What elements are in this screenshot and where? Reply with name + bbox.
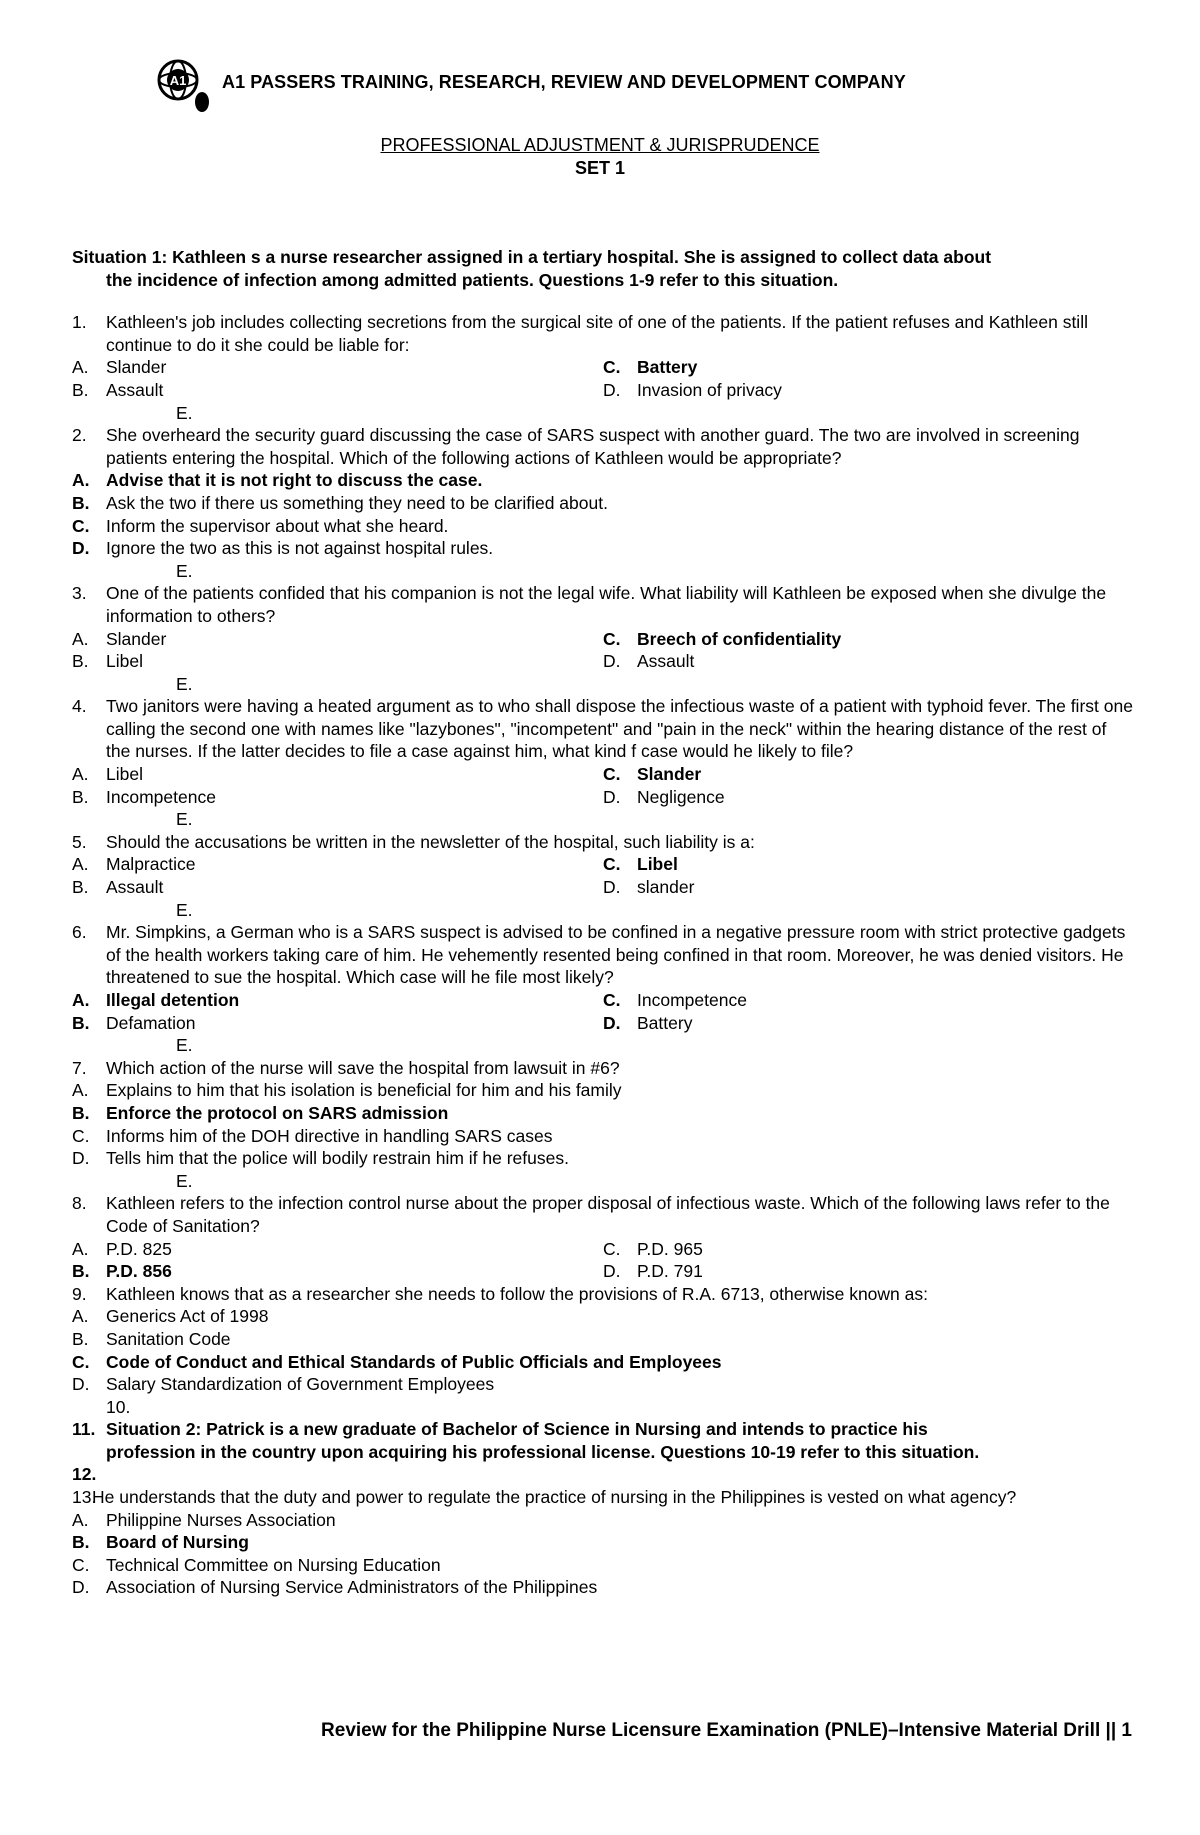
question-6: 6. Mr. Simpkins, a German who is a SARS suspect is advised to be confined in a negative pressure room with strict protective gadgets of the health workers taking care of him. He vehemently resented being confined in that room. Moreover, he was denied visitors. He threatened to sue the hospital. Which case will he file most likely?: [72, 921, 1134, 989]
option-c-answer: C. Battery: [603, 357, 698, 378]
question-1-text: Kathleen's job includes collecting secretions from the surgical site of one of the patients. If the patient refuses and Kathleen still continue to do it she could be liable for:: [106, 312, 1088, 355]
option-a: A. Malpractice: [72, 854, 196, 875]
option-e: E.: [176, 673, 193, 694]
question-1: 1. Kathleen's job includes collecting secretions from the surgical site of one of the patients. If the patient refuses and Kathleen still continue to do it she could be liable for:: [72, 311, 1134, 356]
question-8-text: Kathleen refers to the infection control nurse about the proper disposal of infectious waste. Which of the following laws refer to the Code of Sanitation?: [106, 1193, 1110, 1236]
question-4: 4. Two janitors were having a heated argument as to who shall dispose the infectious waste of a patient with typhoid fever. The first one calling the second one with names like "lazybones", "incompetent" and "pain in the neck" within the hearing distance of the rest of the nurses. If the latter decides to file a case against him, what kind f case would he likely to file?: [72, 696, 1133, 762]
option-a: A. Slander: [72, 357, 167, 378]
question-list: [72, 246, 1134, 1599]
option-d: D. Battery: [603, 1012, 693, 1033]
situation-1-line-1: Situation 1: Kathleen s a nurse researcher assigned in a tertiary hospital. She is assigned to collect data about: [72, 247, 992, 267]
question-6-text: Mr. Simpkins, a German who is a SARS suspect is advised to be confined in a negative pressure room with strict protective gadgets of the health workers taking care of him. He vehemently resented being confined in that room. Moreover, he was denied visitors. He threatened to sue the hospital. Which case will he file most likely?: [106, 922, 1126, 988]
option-e: E.: [176, 402, 193, 423]
option-a-answer: A. Illegal detention: [72, 990, 240, 1010]
situation-2-line-1: Situation 2: Patrick is a new graduate of Bachelor of Science in Nursing and intends to practice his: [106, 1419, 928, 1440]
option-b: B. Sanitation Code: [72, 1328, 231, 1349]
option-b: B. Incompetence: [72, 786, 216, 807]
option-a: A. P.D. 825: [72, 1238, 172, 1259]
option-c: C. Inform the supervisor about what she heard.: [72, 515, 449, 536]
option-d: D. Ignore the two as this is not against hospital rules.: [72, 538, 494, 559]
question-9: 9. Kathleen knows that as a researcher she needs to follow the provisions of R.A. 6713, otherwise known as:: [72, 1283, 1134, 1306]
item-12: 12.: [72, 1464, 97, 1485]
option-e: E.: [176, 560, 193, 581]
option-a: A. Generics Act of 1998: [72, 1306, 269, 1327]
document-title: [0, 135, 1200, 179]
option-d: D. Association of Nursing Service Administrators of the Philippines: [72, 1577, 598, 1598]
option-a: A. Slander: [72, 628, 167, 649]
option-d: D. P.D. 791: [603, 1261, 703, 1282]
page-footer: Review for the Philippine Nurse Licensure Examination (PNLE)–Intensive Material Drill || 1: [321, 1720, 1132, 1741]
question-4-text: Two janitors were having a heated argument as to who shall dispose the infectious waste of a patient with typhoid fever. The first one calling the second one with names like "lazybones", "incompetent" and "pain in the neck" within the hearing distance of the rest of the nurses. If the latter decides to file a case against him, what kind f case would he likely to file?: [106, 696, 1133, 762]
question-7: 7. Which action of the nurse will save the hospital from lawsuit in #6?: [72, 1057, 1134, 1080]
option-e: E.: [176, 1035, 193, 1056]
situation-1-line-2: the incidence of infection among admitted patients. Questions 1-9 refer to this situation.: [106, 269, 839, 290]
question-3-text: One of the patients confided that his companion is not the legal wife. What liability will Kathleen be exposed when she divulge the information to others?: [106, 583, 1107, 626]
option-e: E.: [176, 809, 193, 830]
question-8: 8. Kathleen refers to the infection control nurse about the proper disposal of infectious waste. Which of the following laws refer to the Code of Sanitation?: [72, 1192, 1134, 1237]
question-7-text: Which action of the nurse will save the hospital from lawsuit in #6?: [106, 1057, 620, 1078]
question-3: 3. One of the patients confided that his companion is not the legal wife. What liability will Kathleen be exposed when she divulge the information to others?: [72, 582, 1134, 627]
question-5: 5. Should the accusations be written in the newsletter of the hospital, such liability is a:: [72, 831, 1134, 854]
question-2-text: She overheard the security guard discussing the case of SARS suspect with another guard. The two are involved in screening patients entering the hospital. Which of the following actions of Kathleen would be appropriate?: [106, 425, 1080, 468]
option-e: E.: [176, 1170, 193, 1191]
option-c: C. P.D. 965: [603, 1238, 703, 1259]
option-c-answer: C. Slander: [603, 764, 702, 785]
option-a-answer: A. Advise that it is not right to discuss the case.: [72, 470, 483, 491]
option-d: D. slander: [603, 877, 695, 898]
option-c: C. Technical Committee on Nursing Education: [72, 1554, 441, 1575]
set-label: SET 1: [574, 158, 626, 178]
option-a: A. Explains to him that his isolation is beneficial for him and his family: [72, 1080, 622, 1101]
option-d: D. Tells him that the police will bodily restrain him if he refuses.: [72, 1148, 569, 1169]
subject-title: PROFESSIONAL ADJUSTMENT & JURISPRUDENCE: [380, 135, 820, 155]
question-13: 13. He understands that the duty and power to regulate the practice of nursing in the Philippines is vested on what agency?: [72, 1486, 1134, 1509]
option-b-answer: B. Board of Nursing: [72, 1532, 249, 1553]
option-d: D. Salary Standardization of Government Employees: [72, 1374, 495, 1395]
option-b-answer: B. P.D. 856: [72, 1261, 172, 1282]
option-c-answer: C. Code of Conduct and Ethical Standards of Public Officials and Employees: [72, 1351, 722, 1372]
option-b: B. Assault: [72, 877, 164, 898]
option-d: D. Assault: [603, 651, 695, 672]
option-b: B. Ask the two if there us something they need to be clarified about.: [72, 492, 608, 513]
option-c-answer: C. Breech of confidentiality: [603, 628, 842, 649]
question-5-text: Should the accusations be written in the newsletter of the hospital, such liability is a:: [106, 831, 755, 852]
letterhead: [152, 58, 906, 114]
option-b-answer: B. Enforce the protocol on SARS admission: [72, 1102, 449, 1123]
question-2: 2. She overheard the security guard discussing the case of SARS suspect with another guard. The two are involved in screening patients entering the hospital. Which of the following actions of Kathleen would be appropriate?: [72, 424, 1134, 469]
option-a: A. Libel: [72, 764, 143, 785]
company-name: A1 PASSERS TRAINING, RESEARCH, REVIEW AND DEVELOPMENT COMPANY: [222, 72, 906, 92]
question-13-text: He understands that the duty and power to regulate the practice of nursing in the Philippines is vested on what agency?: [92, 1487, 1017, 1508]
company-logo: [152, 58, 216, 114]
option-c: C. Incompetence: [603, 990, 747, 1010]
option-b: B. Libel: [72, 651, 143, 672]
option-e: E.: [176, 899, 193, 920]
situation-1: [72, 246, 1134, 291]
option-c: C. Informs him of the DOH directive in handling SARS cases: [72, 1125, 553, 1146]
situation-2: 11. Situation 2: Patrick is a new graduate of Bachelor of Science in Nursing and intends to practice his profession in the country upon acquiring his professional license. Questions 10-19 refer to this situation.: [72, 1418, 1134, 1463]
item-10: 10.: [106, 1396, 131, 1417]
svg-text:A1: A1: [169, 73, 187, 88]
option-b: B. Defamation: [72, 1012, 196, 1033]
option-c-answer: C. Libel: [603, 854, 678, 875]
option-a: A. Philippine Nurses Association: [72, 1509, 336, 1530]
situation-2-line-2: profession in the country upon acquiring his professional license. Questions 10-19 refer to this situation.: [106, 1441, 980, 1462]
question-9-text: Kathleen knows that as a researcher she needs to follow the provisions of R.A. 6713, otherwise known as:: [106, 1283, 928, 1304]
option-b: B. Assault: [72, 379, 164, 400]
option-d: D. Negligence: [603, 786, 725, 807]
option-d: D. Invasion of privacy: [603, 379, 782, 400]
